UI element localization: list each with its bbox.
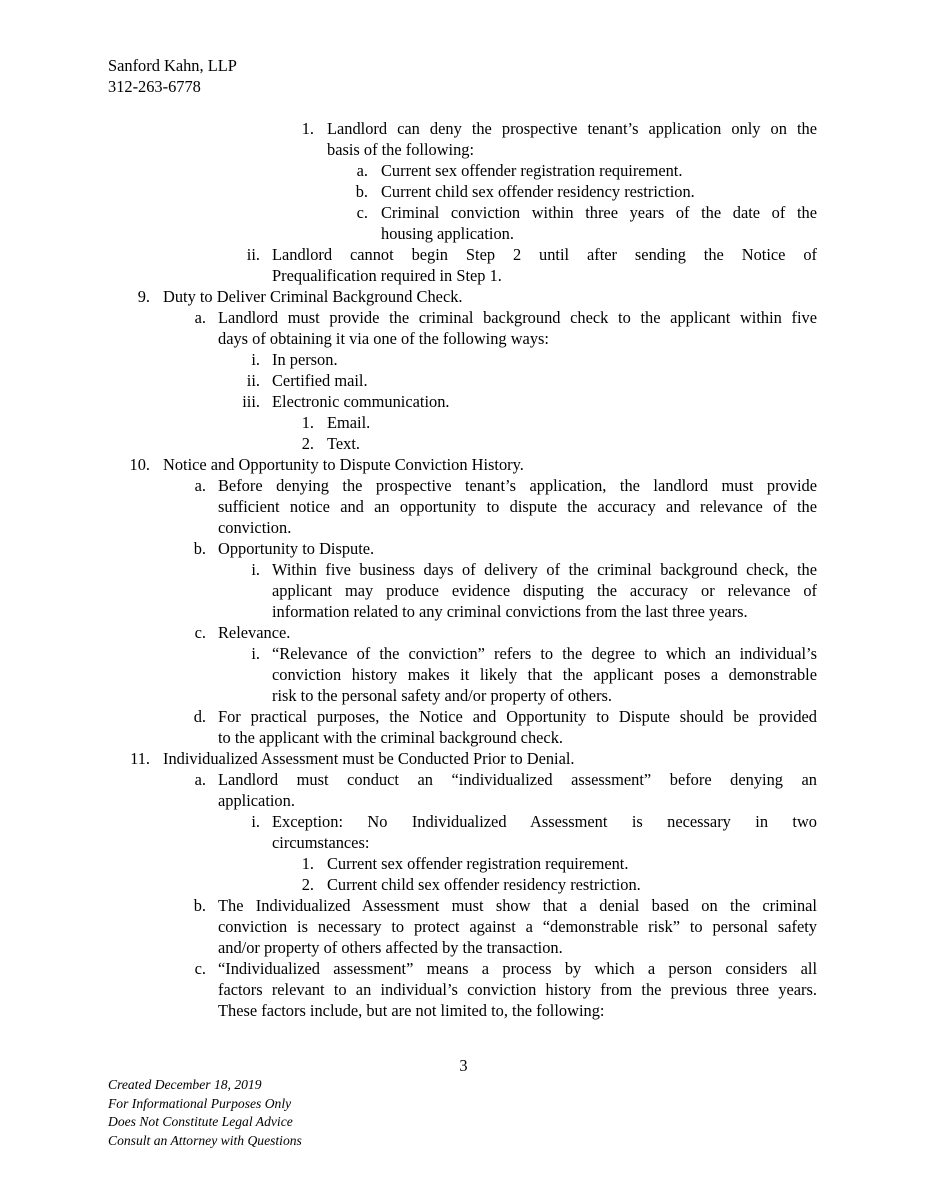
text-line: Email. [327, 413, 371, 432]
text-line: conviction history makes it likely that the applicant poses a demonstrable [272, 665, 817, 684]
list-letter: c. [356, 203, 368, 222]
footer-advice: Does Not Constitute Legal Advice [108, 1114, 293, 1129]
text-line: Exception: No Individualized Assessment is necessary in two [272, 812, 817, 831]
text-line: Current sex offender registration requirement. [327, 854, 629, 873]
text-line: circumstances: [272, 833, 370, 852]
text-line: Criminal conviction within three years of the date of the [381, 203, 817, 222]
text-line: Text. [327, 434, 360, 453]
text-line: conviction. [218, 518, 292, 537]
list-letter: a. [194, 770, 206, 789]
list-letter: c. [194, 959, 206, 978]
document-footer [108, 1076, 302, 1150]
page-number: 3 [459, 1056, 468, 1075]
list-roman: i. [251, 812, 260, 831]
text-line: applicant may produce evidence disputing the accuracy or relevance of [272, 581, 817, 600]
text-line: “Relevance of the conviction” refers to the degree to which an individual’s [272, 644, 817, 663]
list-roman: iii. [242, 392, 260, 411]
list-letter: a. [356, 161, 368, 180]
section-number: 9. [137, 287, 150, 306]
footer-created: Created December 18, 2019 [108, 1077, 262, 1092]
text-line: Landlord can deny the prospective tenant’s application only on the [327, 119, 817, 138]
text-line: Landlord must conduct an “individualized assessment” before denying an [218, 770, 817, 789]
text-line: sufficient notice and an opportunity to dispute the accuracy and relevance of the [218, 497, 817, 516]
list-roman: i. [251, 560, 260, 579]
section-heading: Notice and Opportunity to Dispute Conviction History. [163, 455, 524, 474]
text-line: These factors include, but are not limited to, the following: [218, 1001, 605, 1020]
firm-phone: 312-263-6778 [108, 77, 201, 96]
section-heading: Individualized Assessment must be Conducted Prior to Denial. [163, 749, 575, 768]
footer-info: For Informational Purposes Only [108, 1095, 292, 1111]
list-roman: ii. [246, 371, 260, 390]
footer-consult: Consult an Attorney with Questions [108, 1132, 302, 1148]
list-letter: b. [193, 896, 206, 915]
text-line: Certified mail. [272, 371, 368, 390]
list-letter: c. [194, 623, 206, 642]
list-roman: i. [251, 644, 260, 663]
list-number: 1. [301, 413, 314, 432]
text-line: Prequalification required in Step 1. [272, 266, 502, 285]
section-number: 11. [130, 749, 150, 768]
list-letter: b. [193, 539, 206, 558]
list-roman: i. [251, 350, 260, 369]
list-letter: a. [194, 476, 206, 495]
section-heading: Duty to Deliver Criminal Background Check. [163, 287, 463, 306]
section-number: 10. [129, 455, 150, 474]
text-line: Landlord must provide the criminal background check to the applicant within five [218, 308, 817, 327]
firm-name: Sanford Kahn, LLP [108, 56, 237, 75]
list-number: 1. [301, 119, 314, 138]
list-number: 1. [301, 854, 314, 873]
list-roman: ii. [246, 245, 260, 264]
text-line: Before denying the prospective tenant’s application, the landlord must provide [218, 476, 817, 495]
text-line: Within five business days of delivery of the criminal background check, the [272, 560, 817, 579]
text-line: housing application. [381, 224, 514, 243]
text-line: days of obtaining it via one of the following ways: [218, 329, 549, 348]
text-line: “Individualized assessment” means a process by which a person considers all [218, 959, 817, 978]
text-line: Current child sex offender residency restriction. [381, 182, 695, 201]
list-number: 2. [301, 434, 314, 453]
list-number: 2. [301, 875, 314, 894]
text-line: factors relevant to an individual’s conviction history from the previous three years. [218, 980, 817, 999]
list-letter: b. [355, 182, 368, 201]
list-letter: d. [193, 707, 206, 726]
text-line: Current sex offender registration requirement. [381, 161, 683, 180]
text-line: and/or property of others affected by the transaction. [218, 938, 563, 957]
text-line: Electronic communication. [272, 392, 450, 411]
text-line: For practical purposes, the Notice and Opportunity to Dispute should be provided [218, 707, 817, 726]
document-header [108, 55, 237, 97]
text-line: conviction is necessary to protect against a “demonstrable risk” to personal safety [218, 917, 817, 936]
text-line: risk to the personal safety and/or property of others. [272, 686, 613, 705]
text-line: basis of the following: [327, 140, 475, 159]
text-line: to the applicant with the criminal background check. [218, 728, 563, 747]
text-line: Current child sex offender residency restriction. [327, 875, 641, 894]
text-line: application. [218, 791, 295, 810]
text-line: Landlord cannot begin Step 2 until after sending the Notice of [272, 245, 817, 264]
text-line: Opportunity to Dispute. [218, 539, 375, 558]
text-line: The Individualized Assessment must show that a denial based on the criminal [218, 896, 817, 915]
text-line: In person. [272, 350, 338, 369]
text-line: Relevance. [218, 623, 291, 642]
list-letter: a. [194, 308, 206, 327]
text-line: information related to any criminal convictions from the last three years. [272, 602, 748, 621]
